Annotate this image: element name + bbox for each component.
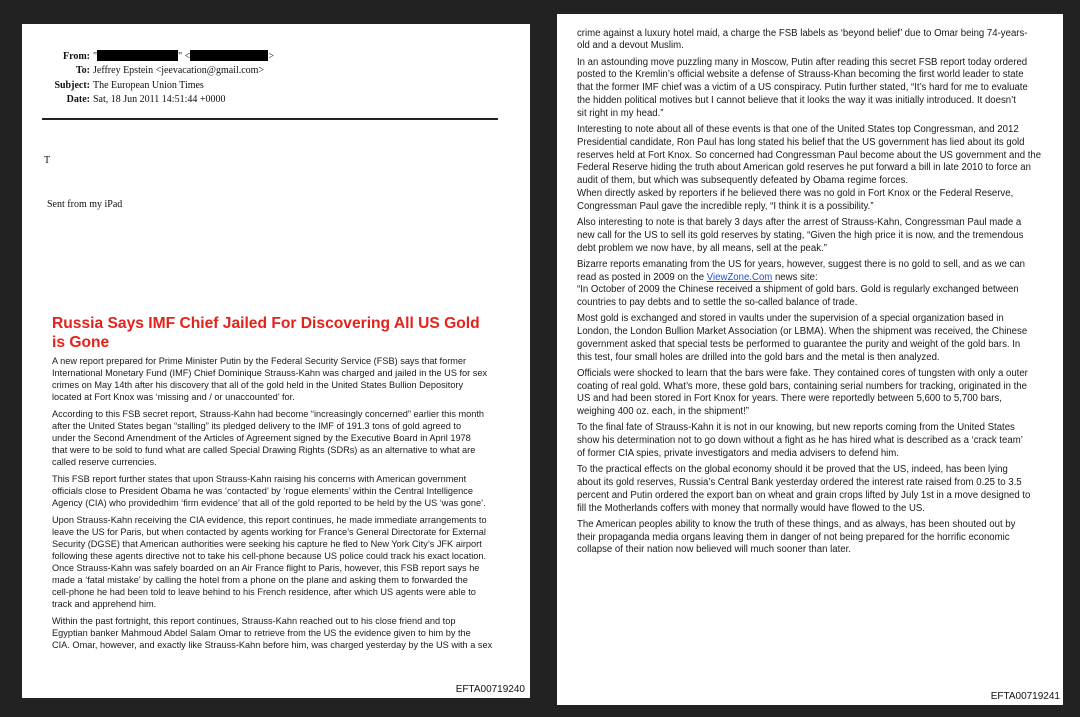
paragraph-line — [52, 367, 492, 379]
paragraph-line — [52, 586, 492, 598]
line-text: coating of real gold. What’s more, these gold bars, containing serial numbers for tracking, originated in the — [577, 380, 1027, 392]
paragraph-line — [52, 639, 492, 651]
paragraph-line — [577, 217, 1041, 230]
paragraph-line — [577, 28, 1041, 41]
line-text: Also interesting to note is that barely 3 days after the arrest of Strauss-Kahn, Congressman Paul made a — [577, 216, 1022, 228]
paragraph-line — [577, 124, 1041, 137]
line-text: Egyptian banker Mahmoud Abdel Salam Omar to retrieve from the US the evidence given to him by the — [52, 627, 471, 638]
email-date-row — [42, 93, 274, 107]
redacted-sender-name-bar — [97, 50, 178, 61]
line-text: track and apprehend him. — [52, 598, 157, 609]
line-text: Within the past fortnight, this report continues, Strauss-Kahn reached out to his close friend and top — [52, 615, 456, 626]
article-paragraph — [577, 368, 1041, 419]
paragraph-line — [577, 519, 1041, 532]
email-from-row — [42, 50, 274, 64]
line-text: Once Strauss-Kahn was safely boarded on an Air France flight to Paris, however, this FSB report says he — [52, 562, 480, 573]
paragraph-line — [577, 490, 1041, 503]
article-paragraph — [577, 464, 1041, 515]
line-text: of former CIA spies, private investigators and media advisers to defend him. — [577, 448, 899, 460]
paragraph-line — [52, 574, 492, 586]
paragraph-line — [577, 297, 1041, 310]
article-headline — [52, 314, 480, 352]
document-page-right — [557, 14, 1063, 705]
paragraph-line — [577, 339, 1041, 352]
email-signature: Sent from my iPad — [47, 199, 123, 210]
paragraph-line — [52, 514, 492, 526]
line-text: leave the US for Paris, but when contacted by agents working for France’s General Directorate for External — [52, 526, 486, 537]
article-paragraph — [577, 217, 1041, 255]
email-to-row — [42, 64, 274, 78]
paragraph-line — [577, 57, 1041, 70]
line-text: According to this FSB secret report, Strauss-Kahn had become “increasingly concerned” earlier this month — [52, 408, 485, 419]
paragraph-line — [52, 391, 492, 403]
from-label: From: — [62, 51, 90, 62]
paragraph-line — [52, 379, 492, 391]
paragraph-line — [52, 562, 492, 574]
paragraph-line — [52, 627, 492, 639]
line-text: The American peoples ability to know the truth of these things, and as always, has been shouted out by — [577, 518, 1016, 530]
article-paragraph — [52, 355, 492, 403]
line-text: weighing 400 oz. each, in the shipment!” — [577, 406, 749, 418]
article-paragraph — [577, 57, 1041, 121]
paragraph-line — [52, 538, 492, 550]
paragraph-line — [577, 150, 1041, 163]
redacted-sender-email-bar — [190, 50, 268, 61]
paragraph-line — [577, 108, 1041, 121]
paragraph-line — [577, 503, 1041, 516]
line-text: new call for the US to sell its gold reserves by stating, “Given the high price it is now, and the tremendous — [577, 229, 1024, 241]
headline-line — [52, 333, 480, 352]
line-text: old and a devout Muslim. — [577, 40, 684, 52]
line-text: crimes on May 14th after his discovery that all of the gold held in the United States Bullion Depository — [52, 379, 464, 390]
line-text: fill the Motherlands coffers with money that normally would have flowed to the US. — [577, 502, 925, 514]
line-text: To the final fate of Strauss-Kahn it is not in our knowing, but new reports coming from the United States — [577, 422, 1015, 434]
paragraph-line — [577, 272, 1041, 285]
paragraph-line — [52, 526, 492, 538]
line-segment: read as posted in 2009 on the — [577, 271, 707, 283]
paragraph-line — [577, 230, 1041, 243]
paragraph-line — [577, 259, 1041, 272]
article-paragraph — [577, 422, 1041, 460]
paragraph-line — [52, 456, 492, 468]
line-text: debt problem we now have, by all means, sell at the peak.” — [577, 242, 827, 254]
line-text: International Monetary Fund (IMF) Chief Dominique Strauss-Kahn was charged and jailed in the US for sex — [52, 367, 488, 378]
line-text: Interesting to note about all of these events is that one of the United States top Congressman, and 2012 — [577, 123, 1019, 135]
viewzone-link[interactable]: ViewZone.Com — [706, 271, 773, 283]
line-text: about its gold reserves, Russia’s Central Bank yesterday ordered the interest rate raised from 0.25 to 3.5 — [577, 477, 1022, 489]
line-text: their propaganda media organs leaving them in danger of not being prepared for the horrific economic — [577, 531, 1010, 543]
line-text: When directly asked by reporters if he believed there was no gold in Fort Knox or the Federal Reserve, — [577, 187, 1014, 199]
line-text: under the Second Amendment of the Articles of Agreement signed by the Executive Board in April 1978 — [52, 432, 471, 443]
line-text: show his determination not to go down without a fight as he has hired what is described as a ‘crack team’ — [577, 435, 1023, 447]
paragraph-line — [577, 188, 1041, 201]
from-open-quote: " — [93, 51, 98, 62]
line-text: following these agents directive not to take his cell-phone because US police could track his exact location. — [52, 550, 487, 561]
line-text: after the United States began “stalling” its pledged delivery to the IMF of 191.3 tons of gold agreed to — [52, 420, 462, 431]
line-text: Federal Reserve hiding the truth about American gold reserves he put forward a bill in late 2010 to force an — [577, 162, 1031, 174]
line-text: located at Fort Knox was ‘missing and / or unaccounted’ for. — [52, 391, 295, 402]
paragraph-line — [577, 544, 1041, 557]
line-text: “In October of 2009 the Chinese received a shipment of gold bars. Gold is regularly exchanged between — [577, 284, 1019, 296]
line-text: US and had been stored in Fort Knox for years. There were reportedly between 5,600 to 5,700 bars, — [577, 393, 1002, 405]
paragraph-line — [577, 368, 1041, 381]
paragraph-line — [577, 313, 1041, 326]
paragraph-line — [577, 201, 1041, 214]
line-text: Agency (CIA) who providedhim ‘firm evidence’ that all of the gold reported to be held by the US ‘was gone’. — [52, 497, 486, 508]
line-text: crime against a luxury hotel maid, a charge the FSB labels as ‘beyond belief’ due to Omar being 74-years- — [577, 27, 1028, 39]
paragraph-line — [577, 435, 1041, 448]
line-text: Most gold is exchanged and stored in vaults under the supervision of a special organization based in — [577, 313, 1004, 325]
paragraph-line — [52, 598, 492, 610]
date-value: Sat, 18 Jun 2011 14:51:44 +0000 — [93, 93, 226, 105]
line-text: Bizarre reports emanating from the US for years, however, suggest there is no gold to sell, and as we can — [577, 258, 1026, 270]
line-text: Congressman Paul gave the incredible reply, “I think it is a possibility.” — [577, 200, 874, 212]
paragraph-line — [577, 422, 1041, 435]
line-text: sit right in my head.” — [577, 107, 664, 119]
from-mid-text: " < — [178, 51, 191, 62]
article-paragraph — [52, 408, 492, 468]
paragraph-line — [577, 381, 1041, 394]
paragraph-line — [577, 464, 1041, 477]
line-text: cell-phone he had been told to leave behind to his French residence, after which US agents were able to — [52, 586, 476, 597]
line-text: audit of them, but which was subsequently defeated by Obama regime forces. — [577, 175, 909, 187]
paragraph-line — [577, 162, 1041, 175]
article-paragraph — [52, 514, 492, 610]
line-text: Officials were shocked to learn that the bars were fake. They contained cores of tungsten with only a outer — [577, 367, 1028, 379]
paragraph-line — [52, 550, 492, 562]
paragraph-line — [577, 137, 1041, 150]
paragraph-line — [577, 532, 1041, 545]
line-text: posted to the Kremlin’s official website a defense of Strauss-Khan becoming the first world leader to state — [577, 69, 1024, 81]
subject-value: The European Union Times — [93, 79, 204, 91]
paragraph-line — [52, 485, 492, 497]
paragraph-line — [577, 406, 1041, 419]
date-label: Date: — [66, 93, 90, 105]
article-paragraph — [577, 28, 1041, 54]
line-text: Upon Strauss-Kahn receiving the CIA evidence, this report continues, he made immediate arrangements to — [52, 514, 487, 525]
article-paragraph — [577, 124, 1041, 214]
document-page-left — [22, 24, 530, 698]
line-text: percent and Putin ordered the export ban on wheat and grain crops lifted by July 1st in a move designed to — [577, 489, 1031, 501]
from-value — [93, 50, 274, 64]
email-subject-row — [42, 79, 274, 93]
line-text: that were to be sold to fund what are called Special Drawing Rights (SDRs) as an alternative to what are — [52, 444, 476, 455]
line-text: this test, four small holes are drilled into the gold bars and the metal is then analyzed. — [577, 351, 940, 363]
paragraph-line — [577, 69, 1041, 82]
line-text: Presidential candidate, Ron Paul has long stated his belief that the US government has lied about its gold — [577, 136, 1025, 148]
line-text: made a ‘fatal mistake’ by calling the hotel from a phone on the plane and asking them to forwarded the — [52, 574, 468, 585]
line-segment: news site: — [772, 271, 818, 283]
paragraph-line — [52, 432, 492, 444]
line-text: A new report prepared for Prime Minister Putin by the Federal Security Service (FSB) says that former — [52, 355, 467, 366]
line-text: reserves held at Fort Knox. So concerned had Congressman Paul become about the US government and the — [577, 149, 1042, 161]
header-divider — [42, 118, 498, 120]
page-bates-number: EFTA00719241 — [990, 691, 1060, 702]
line-text: In an astounding move puzzling many in Moscow, Putin after reading this secret FSB report today ordered — [577, 56, 1028, 68]
headline-line — [52, 314, 480, 333]
line-text: government asked that special tests be performed to guarantee the purity and weight of the gold bars. In — [577, 338, 1021, 350]
line-text: CIA. Omar, however, and exactly like Strauss-Kahn before him, was charged yesterday by the US with a sex — [52, 639, 493, 650]
line-text: London, the London Bullion Market Association (or LBMA). When the shipment was received, the Chinese — [577, 326, 1028, 338]
paragraph-line — [52, 420, 492, 432]
paragraph-line — [577, 326, 1041, 339]
subject-label: Subject: — [54, 79, 90, 91]
line-text: countries to pay debts and to settle the so-called balance of trade. — [577, 297, 858, 309]
line-text: This FSB report further states that upon Strauss-Kahn raising his concerns with American government — [52, 473, 467, 484]
headline-text: Russia Says IMF Chief Jailed For Discovering All US Gold — [52, 315, 480, 332]
to-value: Jeffrey Epstein <jeevacation@gmail.com> — [93, 65, 265, 77]
email-header — [42, 50, 274, 107]
to-label: To: — [75, 65, 90, 77]
line-text: the hidden political motives but I cannot believe that it looks the way it was initially introduced. It doesn’t — [577, 94, 1016, 106]
line-text: officials close to President Obama he was ‘contacted’ by ‘rogue elements’ within the Central Intelligence — [52, 485, 473, 496]
paragraph-line — [52, 473, 492, 485]
paragraph-line — [577, 82, 1041, 95]
line-text: that the former IMF chief was a victim of a US conspiracy. Putin further stated, “It’s hard for me to evaluate — [577, 82, 1028, 94]
paragraph-line — [577, 284, 1041, 297]
line-text-with-link — [577, 272, 818, 285]
headline-text: is Gone — [52, 334, 110, 351]
paragraph-line — [52, 444, 492, 456]
paragraph-line — [52, 615, 492, 627]
paragraph-line — [577, 175, 1041, 188]
article-paragraph — [577, 519, 1041, 557]
paragraph-line — [577, 448, 1041, 461]
paragraph-line — [577, 477, 1041, 490]
page-bates-number: EFTA00719240 — [455, 684, 525, 695]
line-text: collapse of their nation now believed will much sooner than later. — [577, 544, 851, 556]
paragraph-line — [577, 393, 1041, 406]
paragraph-line — [52, 355, 492, 367]
from-close-bracket: > — [268, 51, 274, 62]
email-body-initial: T — [44, 155, 51, 166]
article-body-right — [577, 28, 1041, 561]
paragraph-line — [52, 408, 492, 420]
article-paragraph — [577, 259, 1041, 310]
article-paragraph — [577, 313, 1041, 364]
line-text: To the practical effects on the global economy should it be proved that the US, indeed, has been lying — [577, 464, 1008, 476]
article-paragraph — [52, 615, 492, 651]
article-body-left — [52, 355, 492, 656]
line-text: Security (DGSE) that American authorities were seeking his capture he fled to New York City’s JFK airport — [52, 538, 482, 549]
paragraph-line — [52, 497, 492, 509]
paragraph-line — [577, 40, 1041, 53]
paragraph-line — [577, 243, 1041, 256]
paragraph-line — [577, 95, 1041, 108]
line-text: called reserve currencies. — [52, 456, 157, 467]
article-paragraph — [52, 473, 492, 509]
paragraph-line — [577, 352, 1041, 365]
